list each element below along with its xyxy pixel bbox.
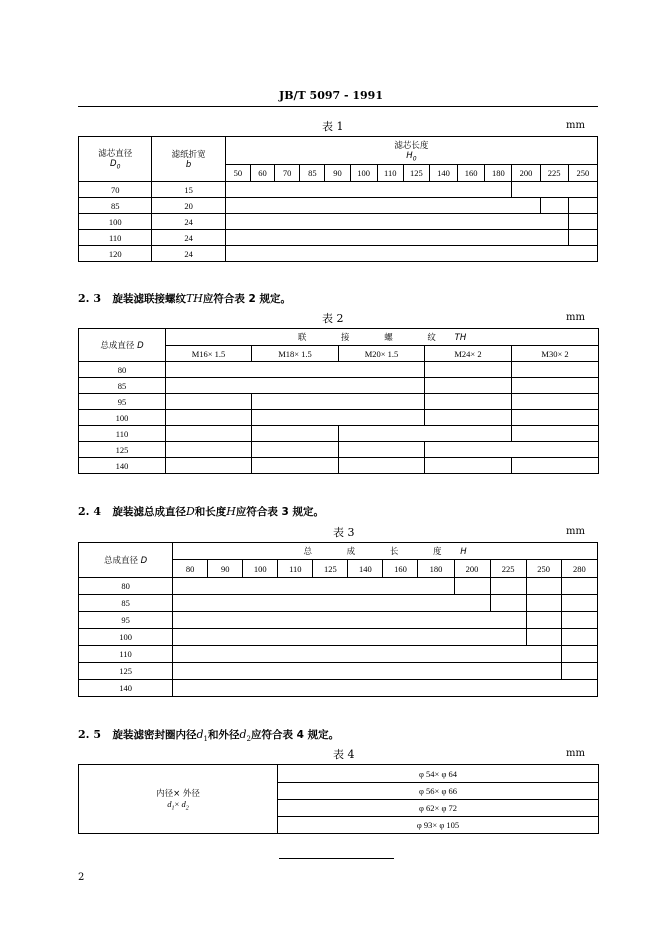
- blank-cell: [252, 426, 339, 442]
- section-text: 旋装滤总成直径: [112, 506, 186, 518]
- range-cell: [173, 663, 562, 680]
- table2-caption: 表 2: [322, 312, 344, 325]
- table4: [78, 764, 599, 834]
- t3-row-d: 85: [79, 595, 173, 612]
- blank-cell: [490, 595, 526, 612]
- section-text: 应符合表 3 规定。: [235, 506, 325, 518]
- range-cell: [225, 214, 568, 230]
- t4-label: [79, 765, 278, 834]
- t1-diameter-label: 滤芯直径: [98, 149, 133, 160]
- blank-cell: [454, 578, 490, 595]
- t3-col-diameter: [79, 543, 173, 578]
- range-cell: [173, 595, 490, 612]
- blank-cell: [425, 410, 512, 426]
- t1-len-7: 125: [403, 165, 429, 182]
- t3-len-0: 80: [173, 560, 208, 578]
- t1-diameter-sub: 0: [116, 163, 121, 171]
- section-2-4: [78, 504, 324, 519]
- blank-cell: [512, 458, 599, 474]
- blank-cell: [512, 394, 599, 410]
- t3-len-6: 160: [383, 560, 418, 578]
- t3-length-header: [173, 543, 598, 560]
- table-row: [79, 198, 598, 214]
- t3-row-d: 110: [79, 646, 173, 663]
- table-row: [79, 394, 599, 410]
- t3-length-symbol: H: [460, 547, 467, 557]
- t3-len-5: 140: [348, 560, 383, 578]
- t1-len-13: 250: [568, 165, 597, 182]
- blank-cell: [540, 198, 568, 214]
- t3-len-9: 225: [490, 560, 526, 578]
- t2-row-d: 110: [79, 426, 166, 442]
- t3-len-3: 110: [278, 560, 313, 578]
- t2-thread-label: 联 接 螺 纹: [297, 333, 452, 343]
- blank-cell: [561, 629, 597, 646]
- table3: [78, 542, 598, 697]
- t1-col-diameter: [79, 137, 152, 182]
- t2-row-d: 85: [79, 378, 166, 394]
- blank-cell: [568, 230, 597, 246]
- blank-cell: [526, 612, 561, 629]
- table-row: [79, 612, 598, 629]
- t2-thread-1: M18× 1.5: [252, 346, 339, 362]
- t3-len-10: 250: [526, 560, 561, 578]
- t1-len-3: 85: [300, 165, 325, 182]
- blank-cell: [568, 198, 597, 214]
- section-sub: 1: [203, 735, 208, 744]
- t3-len-8: 200: [454, 560, 490, 578]
- t3-len-11: 280: [561, 560, 597, 578]
- range-cell: [225, 246, 597, 262]
- blank-cell: [166, 442, 252, 458]
- table-row: [79, 214, 598, 230]
- blank-cell: [526, 578, 561, 595]
- section-symbol: d: [239, 728, 247, 741]
- t1-len-9: 160: [458, 165, 485, 182]
- range-cell: [252, 410, 425, 426]
- t2-thread-3: M24× 2: [425, 346, 512, 362]
- t1-row-d: 120: [79, 246, 152, 262]
- standard-number: JB/T 5097 - 1991: [279, 89, 383, 102]
- t1-len-1: 60: [250, 165, 274, 182]
- t1-diameter-symbol: D: [110, 159, 117, 170]
- blank-cell: [561, 578, 597, 595]
- table-row: [79, 680, 598, 697]
- t4-value: φ 93× φ 105: [278, 817, 599, 834]
- section-sub: 2: [246, 735, 251, 744]
- table1-caption: 表 1: [322, 120, 344, 133]
- t1-len-2: 70: [275, 165, 300, 182]
- table-row: [79, 182, 598, 198]
- blank-cell: [425, 362, 512, 378]
- header-rule: [78, 106, 598, 107]
- range-cell: [425, 442, 599, 458]
- table-row: [79, 410, 599, 426]
- t1-len-11: 200: [512, 165, 540, 182]
- t2-row-d: 80: [79, 362, 166, 378]
- t4-value: φ 56× φ 66: [278, 783, 599, 800]
- table1: [78, 136, 598, 262]
- blank-cell: [166, 410, 252, 426]
- table-row: [79, 442, 599, 458]
- t3-diameter-label: 总成直径: [103, 556, 138, 566]
- blank-cell: [512, 182, 598, 198]
- table2: [78, 328, 599, 474]
- t1-len-8: 140: [429, 165, 457, 182]
- t3-row-d: 140: [79, 680, 173, 697]
- table-row: [79, 663, 598, 680]
- t1-row-b: 24: [152, 230, 225, 246]
- range-cell: [225, 230, 568, 246]
- table-row: [79, 595, 598, 612]
- t1-row-d: 110: [79, 230, 152, 246]
- range-cell: [225, 198, 540, 214]
- page-number: 2: [78, 872, 85, 883]
- blank-cell: [512, 426, 599, 442]
- t1-row-d: 85: [79, 198, 152, 214]
- table-row: [79, 629, 598, 646]
- table2-unit: mm: [566, 312, 585, 323]
- table-row: [79, 378, 599, 394]
- section-2-3: [78, 291, 291, 306]
- t2-diameter-symbol: D: [137, 341, 144, 351]
- t4-sub1: 1: [171, 805, 175, 812]
- t1-col-width: [152, 137, 225, 182]
- t2-row-d: 125: [79, 442, 166, 458]
- blank-cell: [512, 378, 599, 394]
- t2-col-diameter: [79, 329, 166, 362]
- table-row: [79, 458, 599, 474]
- t2-row-d: 100: [79, 410, 166, 426]
- range-cell: [173, 680, 598, 697]
- range-cell: [166, 362, 425, 378]
- t2-row-d: 95: [79, 394, 166, 410]
- blank-cell: [166, 458, 252, 474]
- blank-cell: [252, 458, 339, 474]
- t2-thread-header: [166, 329, 599, 346]
- blank-cell: [166, 394, 252, 410]
- blank-cell: [425, 458, 512, 474]
- table3-caption: 表 3: [333, 526, 355, 539]
- t1-width-symbol: b: [185, 160, 192, 170]
- t4-sym1: d: [167, 798, 172, 809]
- section-text: 应符合表 2 规定。: [202, 293, 292, 305]
- range-cell: [173, 612, 526, 629]
- t1-length-symbol: H: [406, 150, 413, 161]
- t2-row-d: 140: [79, 458, 166, 474]
- t3-diameter-symbol: D: [140, 556, 148, 566]
- t4-sym2: d: [181, 798, 186, 809]
- footer-rule: [279, 858, 394, 859]
- t1-row-b: 20: [152, 198, 225, 214]
- table4-caption: 表 4: [333, 748, 355, 761]
- t4-label-cn: 内径× 外径: [156, 788, 200, 799]
- t1-width-label: 滤纸折宽: [171, 150, 206, 160]
- blank-cell: [252, 442, 339, 458]
- table-row: [79, 578, 598, 595]
- blank-cell: [561, 595, 597, 612]
- t1-len-5: 100: [350, 165, 377, 182]
- t3-len-7: 180: [418, 560, 454, 578]
- t1-length-label: 滤芯长度: [394, 140, 429, 151]
- range-cell: [173, 629, 526, 646]
- table-row: [79, 362, 599, 378]
- section-text: 旋装滤联接螺纹: [112, 293, 186, 305]
- t3-len-4: 125: [313, 560, 348, 578]
- section-text: 应符合表 4 规定。: [251, 729, 340, 741]
- blank-cell: [490, 578, 526, 595]
- t3-row-d: 125: [79, 663, 173, 680]
- t1-length-sub: 0: [412, 155, 417, 163]
- t1-len-0: 50: [225, 165, 250, 182]
- section-symbol: D: [185, 505, 195, 518]
- blank-cell: [568, 214, 597, 230]
- range-cell: [339, 426, 512, 442]
- table1-unit: mm: [566, 120, 585, 131]
- blank-cell: [512, 410, 599, 426]
- range-cell: [225, 182, 512, 198]
- table-row: [79, 426, 599, 442]
- t2-thread-symbol: TH: [454, 333, 467, 343]
- blank-cell: [561, 646, 597, 663]
- blank-cell: [561, 612, 597, 629]
- t1-len-12: 225: [540, 165, 568, 182]
- range-cell: [173, 646, 562, 663]
- section-text: 和外径: [207, 729, 240, 741]
- table-row: [79, 230, 598, 246]
- section-number: 2. 4: [78, 505, 101, 518]
- t1-len-4: 90: [325, 165, 350, 182]
- t1-len-6: 110: [377, 165, 403, 182]
- t2-diameter-label: 总成直径: [100, 341, 135, 351]
- blank-cell: [526, 595, 561, 612]
- table-row: [79, 646, 598, 663]
- section-text: 旋装滤密封圈内径: [112, 729, 197, 741]
- section-text: 和长度: [194, 506, 227, 518]
- t1-length-header: [225, 137, 597, 165]
- t1-row-b: 15: [152, 182, 225, 198]
- section-number: 2. 5: [78, 728, 101, 741]
- t2-thread-0: M16× 1.5: [166, 346, 252, 362]
- blank-cell: [166, 426, 252, 442]
- blank-cell: [339, 442, 425, 458]
- section-symbol: d: [196, 728, 204, 741]
- range-cell: [173, 578, 454, 595]
- t1-len-10: 180: [485, 165, 512, 182]
- blank-cell: [339, 458, 425, 474]
- blank-cell: [526, 629, 561, 646]
- blank-cell: [512, 362, 599, 378]
- t2-thread-2: M20× 1.5: [339, 346, 425, 362]
- table3-unit: mm: [566, 526, 585, 537]
- section-number: 2. 3: [78, 292, 101, 305]
- section-symbol: TH: [185, 292, 203, 305]
- t3-row-d: 95: [79, 612, 173, 629]
- t2-thread-4: M30× 2: [512, 346, 599, 362]
- t3-len-1: 90: [208, 560, 243, 578]
- t1-row-d: 100: [79, 214, 152, 230]
- t1-row-b: 24: [152, 214, 225, 230]
- t4-value: φ 54× φ 64: [278, 765, 599, 783]
- table4-unit: mm: [566, 748, 585, 759]
- t3-row-d: 100: [79, 629, 173, 646]
- t1-row-d: 70: [79, 182, 152, 198]
- t4-sub2: 2: [185, 805, 189, 812]
- blank-cell: [561, 663, 597, 680]
- t3-len-2: 100: [243, 560, 278, 578]
- blank-cell: [425, 394, 512, 410]
- range-cell: [166, 378, 425, 394]
- range-cell: [252, 394, 425, 410]
- t3-row-d: 80: [79, 578, 173, 595]
- blank-cell: [425, 378, 512, 394]
- t4-value: φ 62× φ 72: [278, 800, 599, 817]
- t3-length-label: 总 成 长 度: [303, 547, 458, 557]
- section-2-5: [78, 727, 339, 743]
- table-row: [79, 246, 598, 262]
- t4-times: ×: [174, 798, 182, 809]
- t1-row-b: 24: [152, 246, 225, 262]
- section-symbol: H: [226, 505, 236, 518]
